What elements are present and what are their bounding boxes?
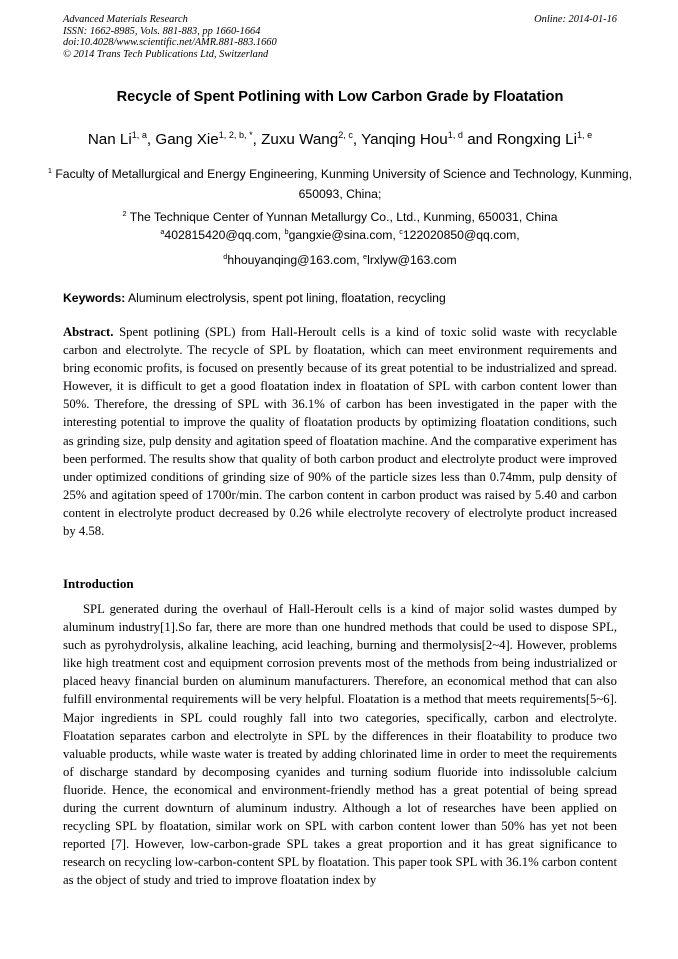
journal-header	[63, 14, 617, 60]
author-name: Yanqing Hou	[361, 131, 448, 148]
keywords-label: Keywords:	[63, 291, 126, 305]
copyright-line: © 2014 Trans Tech Publications Ltd, Switzerland	[63, 48, 269, 60]
author-name: Nan Li	[87, 131, 132, 148]
abstract	[63, 323, 617, 540]
keywords	[63, 291, 617, 305]
email-address: hhouyanqing@163.com	[227, 253, 357, 267]
author-affil-mark: 1, a	[131, 129, 147, 140]
email-address: 122020850@qq.com	[402, 228, 517, 242]
affiliation-mark: 2	[122, 208, 127, 218]
email-mark: e	[363, 251, 368, 261]
issn-line: ISSN: 1662-8985, Vols. 881-883, pp 1660-1664	[63, 25, 261, 37]
abstract-label: Abstract.	[63, 325, 114, 339]
affiliation-2	[40, 208, 640, 228]
email-mark: a	[160, 226, 165, 236]
email-mark: c	[399, 226, 403, 236]
affiliation-1	[40, 165, 640, 204]
introduction-paragraph: SPL generated during the overhaul of Hall-Heroult cells is a kind of major solid wastes dumped by aluminum industry[1].So far, there are more than one hundred methods that could be used to dispose SPL, such as pyrohydrolysis, alkaline leaching, acid leaching, burning and thermolysis[2~4]. However, problems like high treatment cost and equipment corrosion prevents most of the methods from being industrialized or placed heavy financial burden on aluminum manufacturers. Therefore, an economical method that can also fulfill environmental requirements will be very helpful. Floatation is a method that meets requirements[5~6]. Major ingredients in SPL could roughly fall into two categories, specifically, carbon and electrolyte. Floatation separates carbon and electrolyte in SPL by the differences in their floatability to produce two valuable products, while waste water is treated by adding chlorinated lime in order to meet the requirements of discharge standard by decomposing cyanides and turning sodium fluoride into indissoluble calcium fluoride. Hence, the economical and environment-friendly method has a great potential of being spread during the current downturn of aluminum industry. Although a lot of researches have been applied on recycling SPL by floatation, similar work on SPL with carbon content lower than 50% has yet not been reported [7]. However, low-carbon-grade SPL takes a great proportion and it has great significance to research on recycling low-carbon-content SPL by floatation. This paper took SPL with 36.1% carbon content as the object of study and tried to improve floatation index by	[63, 602, 617, 888]
author-separator: ,	[252, 131, 262, 148]
author-affil-mark: 2, c	[338, 129, 353, 140]
author-affil-mark: 1, e	[576, 129, 593, 140]
author-list	[30, 131, 650, 148]
author-separator: and	[462, 131, 497, 148]
affiliation-mark: 1	[47, 165, 52, 175]
paper-title: Recycle of Spent Potlining with Low Carbon Grade by Floatation	[116, 89, 564, 105]
author-affil-mark: 1, d	[447, 129, 463, 140]
email-address: lrxlyw@163.com	[367, 253, 457, 267]
online-date: Online: 2014-01-16	[534, 14, 617, 25]
email-address: gangxie@sina.com	[288, 228, 393, 242]
section-heading-introduction: Introduction	[63, 576, 134, 591]
email-address: 402815420@qq.com	[164, 228, 278, 242]
affiliation-text: Faculty of Metallurgical and Energy Engineering, Kunming University of Science and Technology, Kunming, 650093, China;	[55, 167, 633, 201]
author-name: Gang Xie	[155, 131, 219, 148]
email-line-2: $^d$hhouyanqing@163.com, $^e$lrxlyw@163.com	[223, 251, 457, 267]
author-name: Rongxing Li	[496, 131, 577, 148]
author-name: Zuxu Wang	[261, 131, 339, 148]
email-line-1: $^a$402815420@qq.com, $^b$gangxie@sina.com, $^c$122020850@qq.com,	[160, 226, 520, 242]
keywords-text: Aluminum electrolysis, spent pot lining, floatation, recycling	[128, 291, 446, 305]
author-separator: ,	[146, 131, 156, 148]
email-mark: b	[284, 226, 289, 236]
author-separator: ,	[352, 131, 362, 148]
email-mark: d	[223, 251, 228, 261]
affiliation-text: The Technique Center of Yunnan Metallurgy Co., Ltd., Kunming, 650031, China	[129, 210, 558, 224]
author-affil-mark: 1, 2, b, *	[218, 129, 253, 140]
abstract-text: Spent potlining (SPL) from Hall-Heroult cells is a kind of toxic solid waste with recyclable carbon and electrolyte. The recycle of SPL by floatation, which can meet environment requirements and bring economic profits, is focused on presently because of its great potential to be industrialized and spread. However, it is difficult to get a good floatation index in floatation of SPL with carbon content lower than 50%. Therefore, the dressing of SPL with 36.1% of carbon has been investigated in the paper with the interesting potential to improve the quality of floatation products by optimizing floatation conditions, such as grinding size, pulp density and agitation speed of floatation machine. And the comparative experiment has been performed. The results show that quality of both carbon product and electrolyte product were improved under optimized conditions of grinding size of 90% of the particle sizes less than 0.74mm, pulp density of 25% and agitation speed of 1700r/min. The carbon content in carbon product was raised by 5.40 and carbon content in electrolyte product decreased by 0.26 while electrolyte recovery of electrolyte product increased by 4.58.	[63, 325, 617, 539]
journal-name: Advanced Materials Research	[63, 14, 188, 25]
doi-line: doi:10.4028/www.scientific.net/AMR.881-883.1660	[63, 37, 277, 49]
